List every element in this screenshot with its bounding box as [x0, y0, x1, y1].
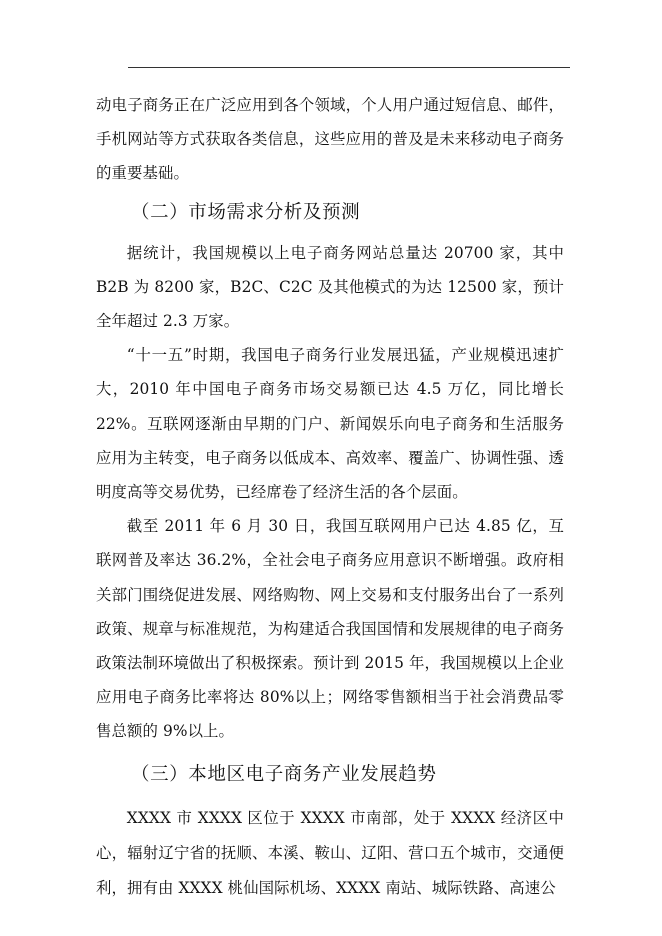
section-heading-local-trend: （三）本地区电子商务产业发展趋势 — [131, 763, 437, 785]
section-heading-market-demand: （二）市场需求分析及预测 — [131, 201, 361, 223]
paragraph-eleventh-five-year: “十一五”时期，我国电子商务行业发展迅猛，产业规模迅速扩大，2010 年中国电子商务市场交易额已达 4.5 万亿，同比增长 22%。互联网逐渐由早期的门户、新闻娱乐向电子商务和生活服务应用为主转变，电子商务以低成本、高效率、覆盖广、协调性强、透明度高等交易优势，已经席卷了经济生活的各个层面。 — [96, 346, 564, 502]
paragraph-statistics: 据统计，我国规模以上电子商务网站总量达 20700 家，其中 B2B 为 8200 家，B2C、C2C 及其他模式的为达 12500 家，预计全年超过 2.3 万家。 — [96, 243, 564, 331]
header-rule — [128, 67, 570, 68]
paragraph-internet-users: 截至 2011 年 6 月 30 日，我国互联网用户已达 4.85 亿，互联网普及率达 36.2%，全社会电子商务应用意识不断增强。政府相关部门围绕促进发展、网络购物、网上交易和支付服务出台了一系列政策、规章与标准规范，为构建适合我国国情和发展规律的电子商务政策法制环境做出了积极探索。预计到 2015 年，我国规模以上企业应用电子商务比率将达 80%以上；网络零售额相当于社会消费品零售总额的 9%以上。 — [96, 517, 564, 741]
document-body — [96, 88, 564, 906]
paragraph-local-location: XXXX 市 XXXX 区位于 XXXX 市南部，处于 XXXX 经济区中心，辐射辽宁省的抚顺、本溪、鞍山、辽阳、营口五个城市，交通便利，拥有由 XXXX 桃仙国际机场、XXXX 南站、城际铁路、高速公 — [96, 808, 564, 897]
continued-paragraph: 动电子商务正在广泛应用到各个领域，个人用户通过短信息、邮件，手机网站等方式获取各类信息，这些应用的普及是未来移动电子商务的重要基础。 — [96, 96, 564, 183]
